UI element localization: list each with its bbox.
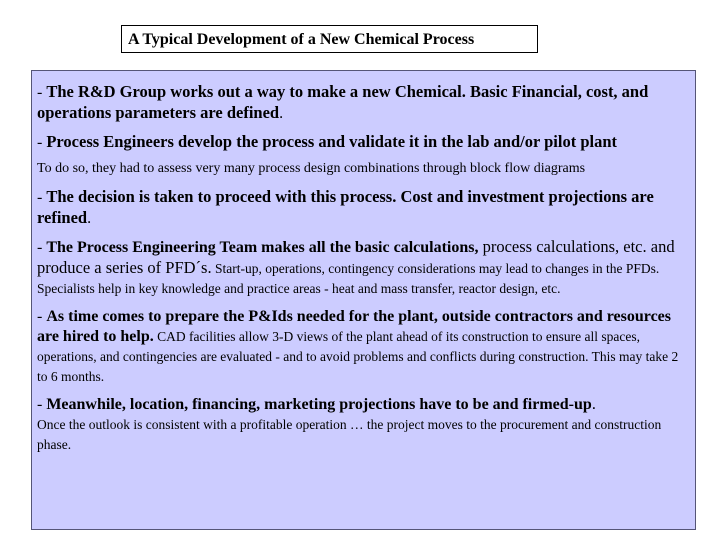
bullet-end: .: [279, 105, 284, 122]
bullet-dash: -: [37, 308, 47, 325]
note-block-flow: To do so, they had to assess very many process design combinations through block flow diagrams: [37, 161, 586, 176]
bullet-dash: -: [37, 134, 47, 151]
slide-title: A Typical Development of a New Chemical Process: [121, 25, 538, 53]
bullet-small-text: Once the outlook is consistent with a profitable operation … the project moves to the procurement and construction phase.: [37, 417, 662, 452]
bullet-small-text: CAD facilities allow 3-D views of the plant ahead of its construction to ensure all spaces, operations, and contingencies are evaluated - and to avoid problems and conflicts during construction. This may take 2 to 6 months.: [37, 329, 679, 384]
bullet-meanwhile: [37, 395, 688, 455]
bullet-dash: -: [37, 84, 47, 101]
bullet-pids: [37, 307, 688, 387]
bullet-bold-text: Process Engineers develop the process and validate it in the lab and/or pilot plant: [46, 132, 617, 151]
bullet-rd-group: [37, 82, 688, 124]
bullet-bold-text: The Process Engineering Team makes all the basic calculations,: [46, 239, 479, 256]
bullet-process-engineers: [37, 132, 688, 153]
bullet-bold-text: As time comes to prepare the P&Ids needed for the plant, outside contractors and resources are hired to help.: [37, 308, 672, 345]
bullet-bold-text: Meanwhile, location, financing, marketing projections have to be and firmed-up: [46, 396, 592, 413]
bullet-bold-text: The R&D Group works out a way to make a new Chemical. Basic Financial, cost, and operations parameters are defined: [37, 82, 649, 122]
content-panel: [31, 70, 696, 530]
bullet-dash: -: [37, 239, 47, 256]
bullet-calculations: [37, 237, 688, 299]
bullet-end: .: [591, 396, 596, 413]
bullet-dash: -: [37, 189, 47, 206]
bullet-small-text: Start-up, operations, contingency considerations may lead to changes in the PFDs. Specialists help in key knowledge and practice areas - heat and mass transfer, reactor design, etc.: [37, 261, 660, 296]
bullet-dash: -: [37, 396, 47, 413]
bullet-mid-text: process calculations, etc. and produce a series of PFD´s.: [37, 237, 675, 277]
bullet-decision: [37, 187, 688, 229]
bullet-bold-text: The decision is taken to proceed with this process. Cost and investment projections are refined: [37, 187, 654, 227]
bullet-end: .: [87, 210, 92, 227]
